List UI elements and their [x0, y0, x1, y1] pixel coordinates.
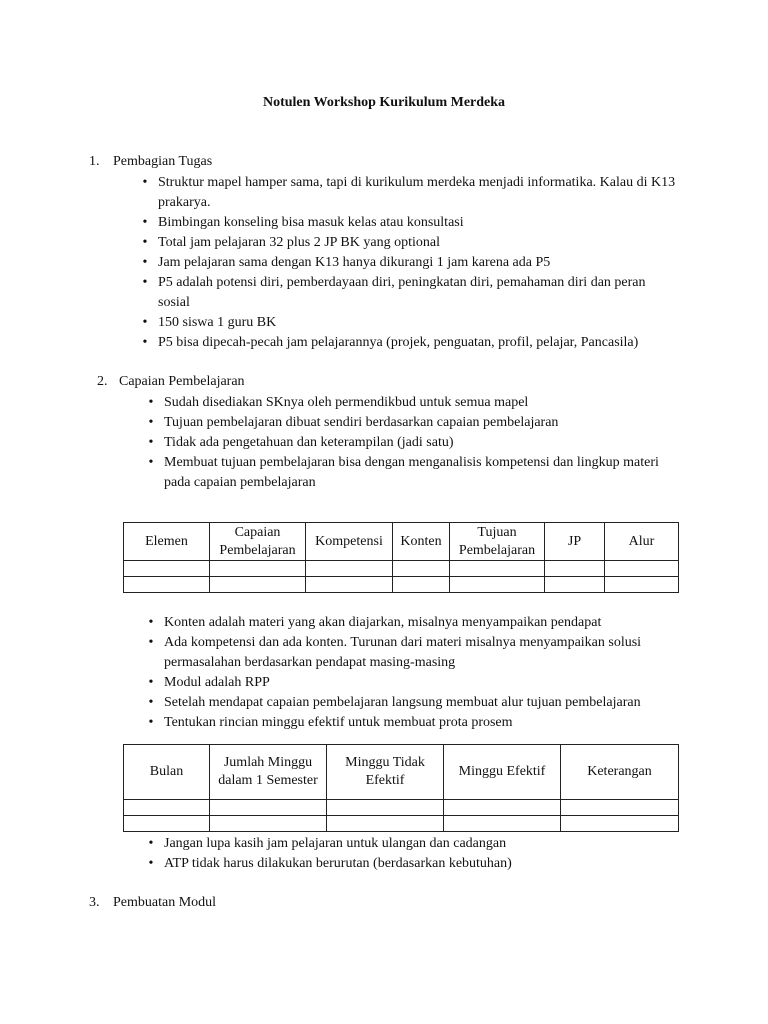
list-item-text: P5 bisa dipecah-pecah jam pelajarannya (projek, penguatan, profil, pelajar, Pancasila) [158, 335, 639, 350]
table-cell [561, 816, 679, 832]
elemen-table [123, 522, 679, 593]
list-item [148, 713, 684, 733]
section-3-title: Pembuatan Modul [113, 895, 217, 910]
list-item [148, 673, 684, 693]
table-header-cell: Konten [393, 523, 450, 561]
bullet-icon: • [142, 315, 148, 330]
table-cell [124, 816, 210, 832]
section-3-heading [89, 893, 216, 913]
table-header-cell: Minggu Tidak Efektif [327, 745, 444, 800]
bullet-icon: • [148, 695, 154, 710]
table-header-cell: Bulan [124, 745, 210, 800]
table-cell [210, 577, 306, 593]
bullet-icon: • [142, 275, 148, 290]
list-item-text: Tentukan rincian minggu efektif untuk membuat prota prosem [164, 715, 513, 730]
bullet-icon: • [148, 675, 154, 690]
list-item [148, 433, 679, 453]
table-cell [210, 800, 327, 816]
table-cell [605, 577, 679, 593]
table-header-cell: Kompetensi [306, 523, 393, 561]
list-item [142, 333, 678, 353]
table-cell [124, 577, 210, 593]
list-item [142, 313, 678, 333]
section-2-bullet-list-3 [148, 834, 684, 874]
table-cell [450, 577, 545, 593]
section-1-heading [89, 152, 212, 172]
table-header-cell: Keterangan [561, 745, 679, 800]
bullet-icon: • [142, 335, 148, 350]
bullet-icon: • [148, 455, 154, 470]
list-item-text: Konten adalah materi yang akan diajarkan, misalnya menyampaikan pendapat [164, 615, 602, 630]
section-3-number: 3. [89, 895, 100, 910]
bullet-icon: • [148, 435, 154, 450]
list-item [148, 693, 684, 713]
bullet-icon: • [148, 635, 154, 650]
table-row [124, 816, 679, 832]
table-cell [444, 816, 561, 832]
table-header-cell: Elemen [124, 523, 210, 561]
table-row [124, 800, 679, 816]
table-cell [124, 561, 210, 577]
list-item [148, 834, 684, 854]
bullet-icon: • [142, 175, 148, 190]
table-row [124, 561, 679, 577]
table-cell [210, 816, 327, 832]
table-cell [306, 561, 393, 577]
bullet-icon: • [148, 836, 154, 851]
table-row [124, 577, 679, 593]
bullet-icon: • [148, 415, 154, 430]
section-2-number: 2. [97, 374, 108, 389]
table-cell [124, 800, 210, 816]
table-header-cell: Capaian Pembelajaran [210, 523, 306, 561]
table-cell [545, 561, 605, 577]
section-2-bullet-list [148, 393, 679, 493]
list-item [148, 453, 679, 493]
list-item-text: Setelah mendapat capaian pembelajaran langsung membuat alur tujuan pembelajaran [164, 695, 641, 710]
minggu-efektif-table [123, 744, 679, 832]
document-title: Notulen Workshop Kurikulum Merdeka [262, 95, 506, 110]
list-item-text: Bimbingan konseling bisa masuk kelas atau konsultasi [158, 215, 464, 230]
table-header-row [124, 745, 679, 800]
list-item-text: Struktur mapel hamper sama, tapi di kurikulum merdeka menjadi informatika. Kalau di K13 prakarya. [158, 175, 676, 210]
list-item [142, 213, 678, 233]
section-2-bullet-list-2 [148, 613, 684, 733]
bullet-icon: • [142, 215, 148, 230]
section-1-bullet-list [142, 173, 678, 353]
table-header-cell: Tujuan Pembelajaran [450, 523, 545, 561]
list-item-text: Tidak ada pengetahuan dan keterampilan (jadi satu) [164, 435, 454, 450]
list-item [142, 233, 678, 253]
table-cell [393, 561, 450, 577]
table-header-cell: JP [545, 523, 605, 561]
table-header-cell: Alur [605, 523, 679, 561]
list-item-text: Modul adalah RPP [164, 675, 270, 690]
table-header-cell: Jumlah Minggu dalam 1 Semester [210, 745, 327, 800]
table-cell [393, 577, 450, 593]
bullet-icon: • [148, 715, 154, 730]
table-cell [450, 561, 545, 577]
list-item-text: 150 siswa 1 guru BK [158, 315, 277, 330]
table-cell [561, 800, 679, 816]
list-item [142, 173, 678, 213]
bullet-icon: • [148, 856, 154, 871]
list-item-text: Membuat tujuan pembelajaran bisa dengan menganalisis kompetensi dan lingkup materi pada capaian pembelajaran [164, 455, 659, 490]
table-cell [210, 561, 306, 577]
section-1-title: Pembagian Tugas [113, 154, 213, 169]
list-item-text: Ada kompetensi dan ada konten. Turunan dari materi misalnya menyampaikan solusi permasalahan berdasarkan pendapat masing-masing [164, 635, 642, 670]
list-item-text: Sudah disediakan SKnya oleh permendikbud untuk semua mapel [164, 395, 529, 410]
bullet-icon: • [148, 615, 154, 630]
list-item-text: ATP tidak harus dilakukan berurutan (berdasarkan kebutuhan) [164, 856, 512, 871]
bullet-icon: • [148, 395, 154, 410]
bullet-icon: • [142, 255, 148, 270]
table-cell [306, 577, 393, 593]
table-header-row [124, 523, 679, 561]
section-2-heading [97, 372, 245, 392]
table-cell [444, 800, 561, 816]
list-item-text: Total jam pelajaran 32 plus 2 JP BK yang optional [158, 235, 440, 250]
list-item-text: Jam pelajaran sama dengan K13 hanya dikurangi 1 jam karena ada P5 [158, 255, 551, 270]
list-item-text: P5 adalah potensi diri, pemberdayaan diri, peningkatan diri, pemahaman diri dan peran sosial [158, 275, 646, 310]
section-1-number: 1. [89, 154, 100, 169]
list-item [148, 854, 684, 874]
list-item [148, 613, 684, 633]
list-item-text: Jangan lupa kasih jam pelajaran untuk ulangan dan cadangan [164, 836, 507, 851]
list-item [148, 393, 679, 413]
list-item [148, 633, 684, 673]
table-cell [545, 577, 605, 593]
bullet-icon: • [142, 235, 148, 250]
list-item [148, 413, 679, 433]
table-cell [327, 800, 444, 816]
list-item-text: Tujuan pembelajaran dibuat sendiri berdasarkan capaian pembelajaran [164, 415, 559, 430]
table-header-cell: Minggu Efektif [444, 745, 561, 800]
table-cell [605, 561, 679, 577]
list-item [142, 253, 678, 273]
list-item [142, 273, 678, 313]
section-2-title: Capaian Pembelajaran [119, 374, 245, 389]
table-cell [327, 816, 444, 832]
